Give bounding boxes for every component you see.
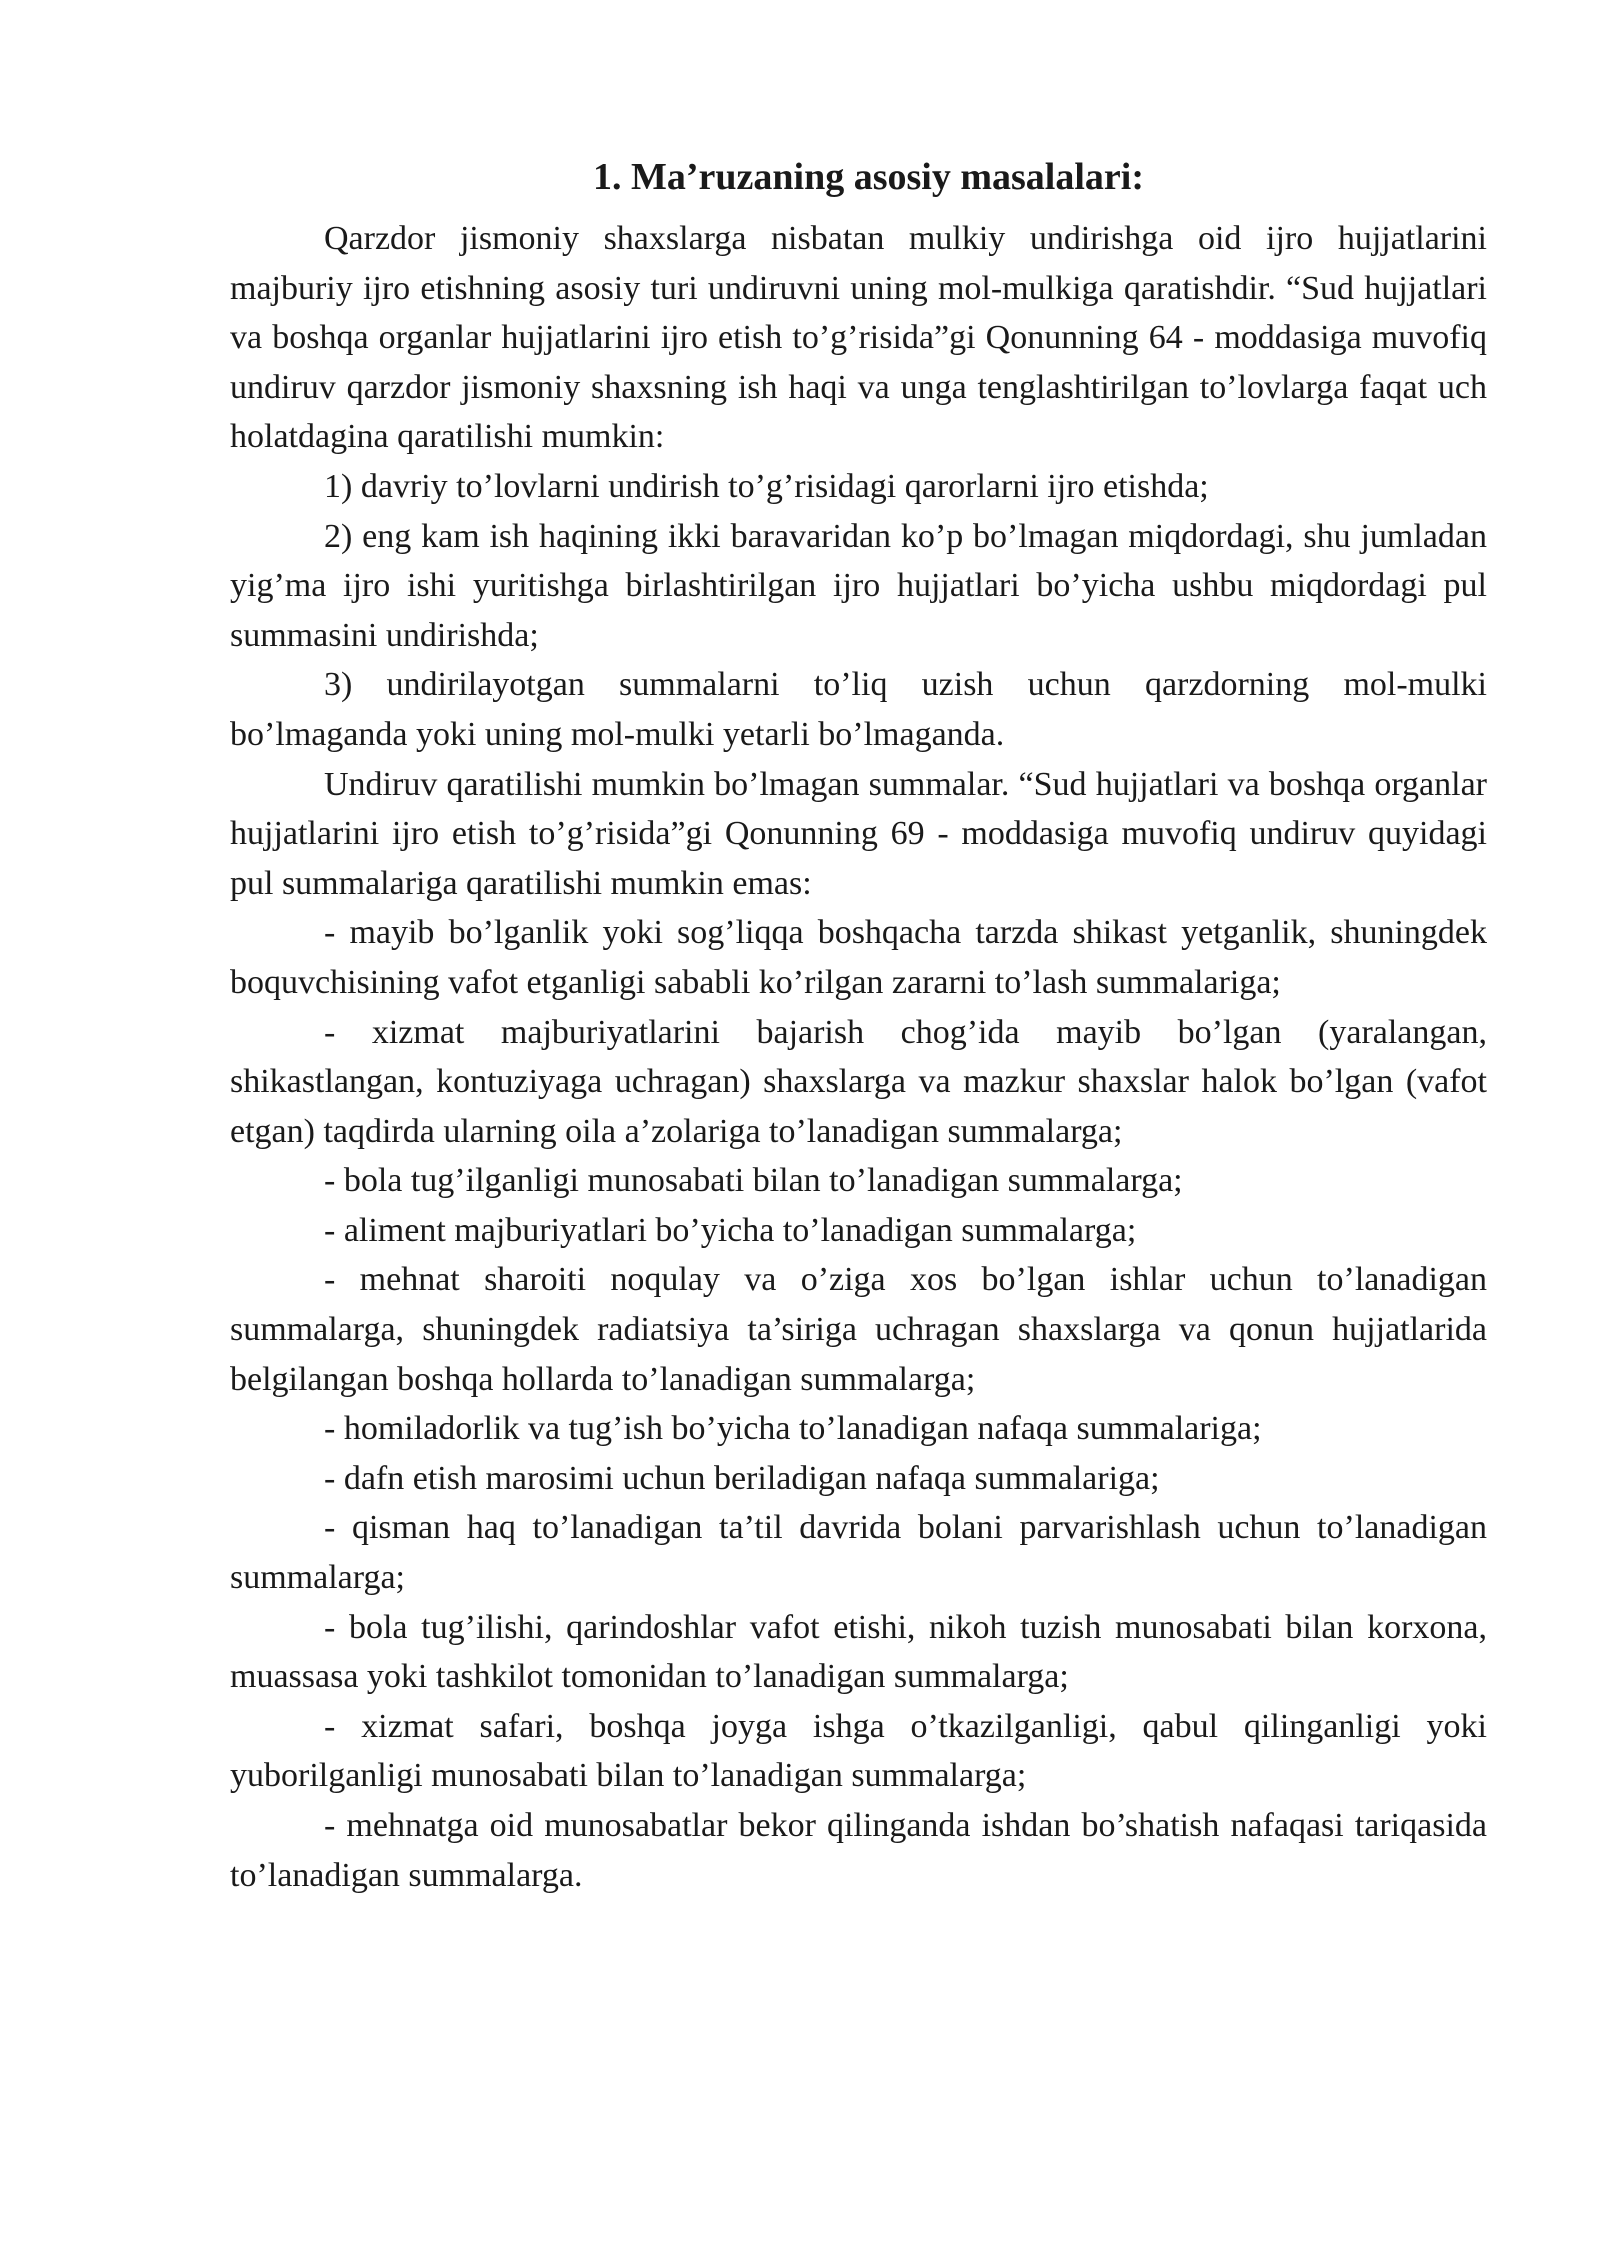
page-title: 1. Ma’ruzaning asosiy masalalari:	[593, 156, 1144, 198]
paragraph: Qarzdor jismoniy shaxslarga nisbatan mulkiy undirishga oid ijro hujjatlarini majburiy ijro etishning asosiy turi undiruvni uning mol-mulkiga qaratishdir. “Sud hujjatlari va boshqa organlar hujjatlarini ijro etish to’g’risida”gi Qonunning 64 - moddasiga muvofiq undiruv qarzdor jismoniy shaxsning ish haqi va unga tenglashtirilgan to’lovlarga faqat uch holatdagina qaratilishi mumkin:	[230, 220, 1487, 456]
list-item: - dafn etish marosimi uchun beriladigan nafaqa summalariga;	[324, 1459, 1160, 1497]
list-item: - xizmat majburiyatlarini bajarish chog’ida mayib bo’lgan (yaralangan, shikastlangan, kontuziyaga uchragan) shaxslarga va mazkur shaxslar halok bo’lgan (vafot etgan) taqdirda ularning oila a’zolariga to’lanadigan summalarga;	[230, 1013, 1487, 1150]
list-item: 2) eng kam ish haqining ikki baravaridan ko’p bo’lmagan miqdordagi, shu jumladan yig’ma ijro ishi yuritishga birlashtirilgan ijro hujjatlari bo’yicha ushbu miqdordagi pul summasini undirishda;	[230, 517, 1487, 654]
list-item: - mayib bo’lganlik yoki sog’liqqa boshqacha tarzda shikast yetganlik, shuningdek boquvchisining vafot etganligi sababli ko’rilgan zararni to’lash summalariga;	[230, 914, 1487, 1001]
paragraph: Undiruv qaratilishi mumkin bo’lmagan summalar. “Sud hujjatlari va boshqa organlar hujjatlarini ijro etish to’g’risida”gi Qonunning 69 - moddasiga muvofiq undiruv quyidagi pul summalariga qaratilishi mumkin emas:	[230, 765, 1487, 902]
list-item: - mehnat sharoiti noqulay va o’ziga xos bo’lgan ishlar uchun to’lanadigan summalarga, shuningdek radiatsiya ta’siriga uchragan shaxslarga va qonun hujjatlarida belgilangan boshqa hollarda to’lanadigan summalarga;	[230, 1261, 1487, 1398]
list-item: - bola tug’ilganligi munosabati bilan to’lanadigan summalarga;	[324, 1162, 1183, 1200]
list-item: - aliment majburiyatlari bo’yicha to’lanadigan summalarga;	[324, 1211, 1137, 1249]
list-item: - bola tug’ilishi, qarindoshlar vafot etishi, nikoh tuzish munosabati bilan korxona, muassasa yoki tashkilot tomonidan to’lanadigan summalarga;	[230, 1608, 1487, 1696]
list-item: 3) undirilayotgan summalarni to’liq uzish uchun qarzdorning mol-mulki bo’lmaganda yoki uning mol-mulki yetarli bo’lmaganda.	[230, 666, 1487, 753]
list-item: - xizmat safari, boshqa joyga ishga o’tkazilganligi, qabul qilinganligi yoki yuborilganligi munosabati bilan to’lanadigan summalarga;	[230, 1707, 1487, 1795]
document-body	[230, 148, 1487, 1900]
list-item: 1) davriy to’lovlarni undirish to’g’risidagi qarorlarni ijro etishda;	[324, 467, 1209, 505]
list-item: - qisman haq to’lanadigan ta’til davrida bolani parvarishlash uchun to’lanadigan summalarga;	[230, 1509, 1487, 1597]
list-item: - mehnatga oid munosabatlar bekor qilinganda ishdan bo’shatish nafaqasi tariqasida to’lanadigan summalarga.	[230, 1807, 1487, 1894]
list-item: - homiladorlik va tug’ish bo’yicha to’lanadigan nafaqa summalariga;	[324, 1410, 1262, 1448]
